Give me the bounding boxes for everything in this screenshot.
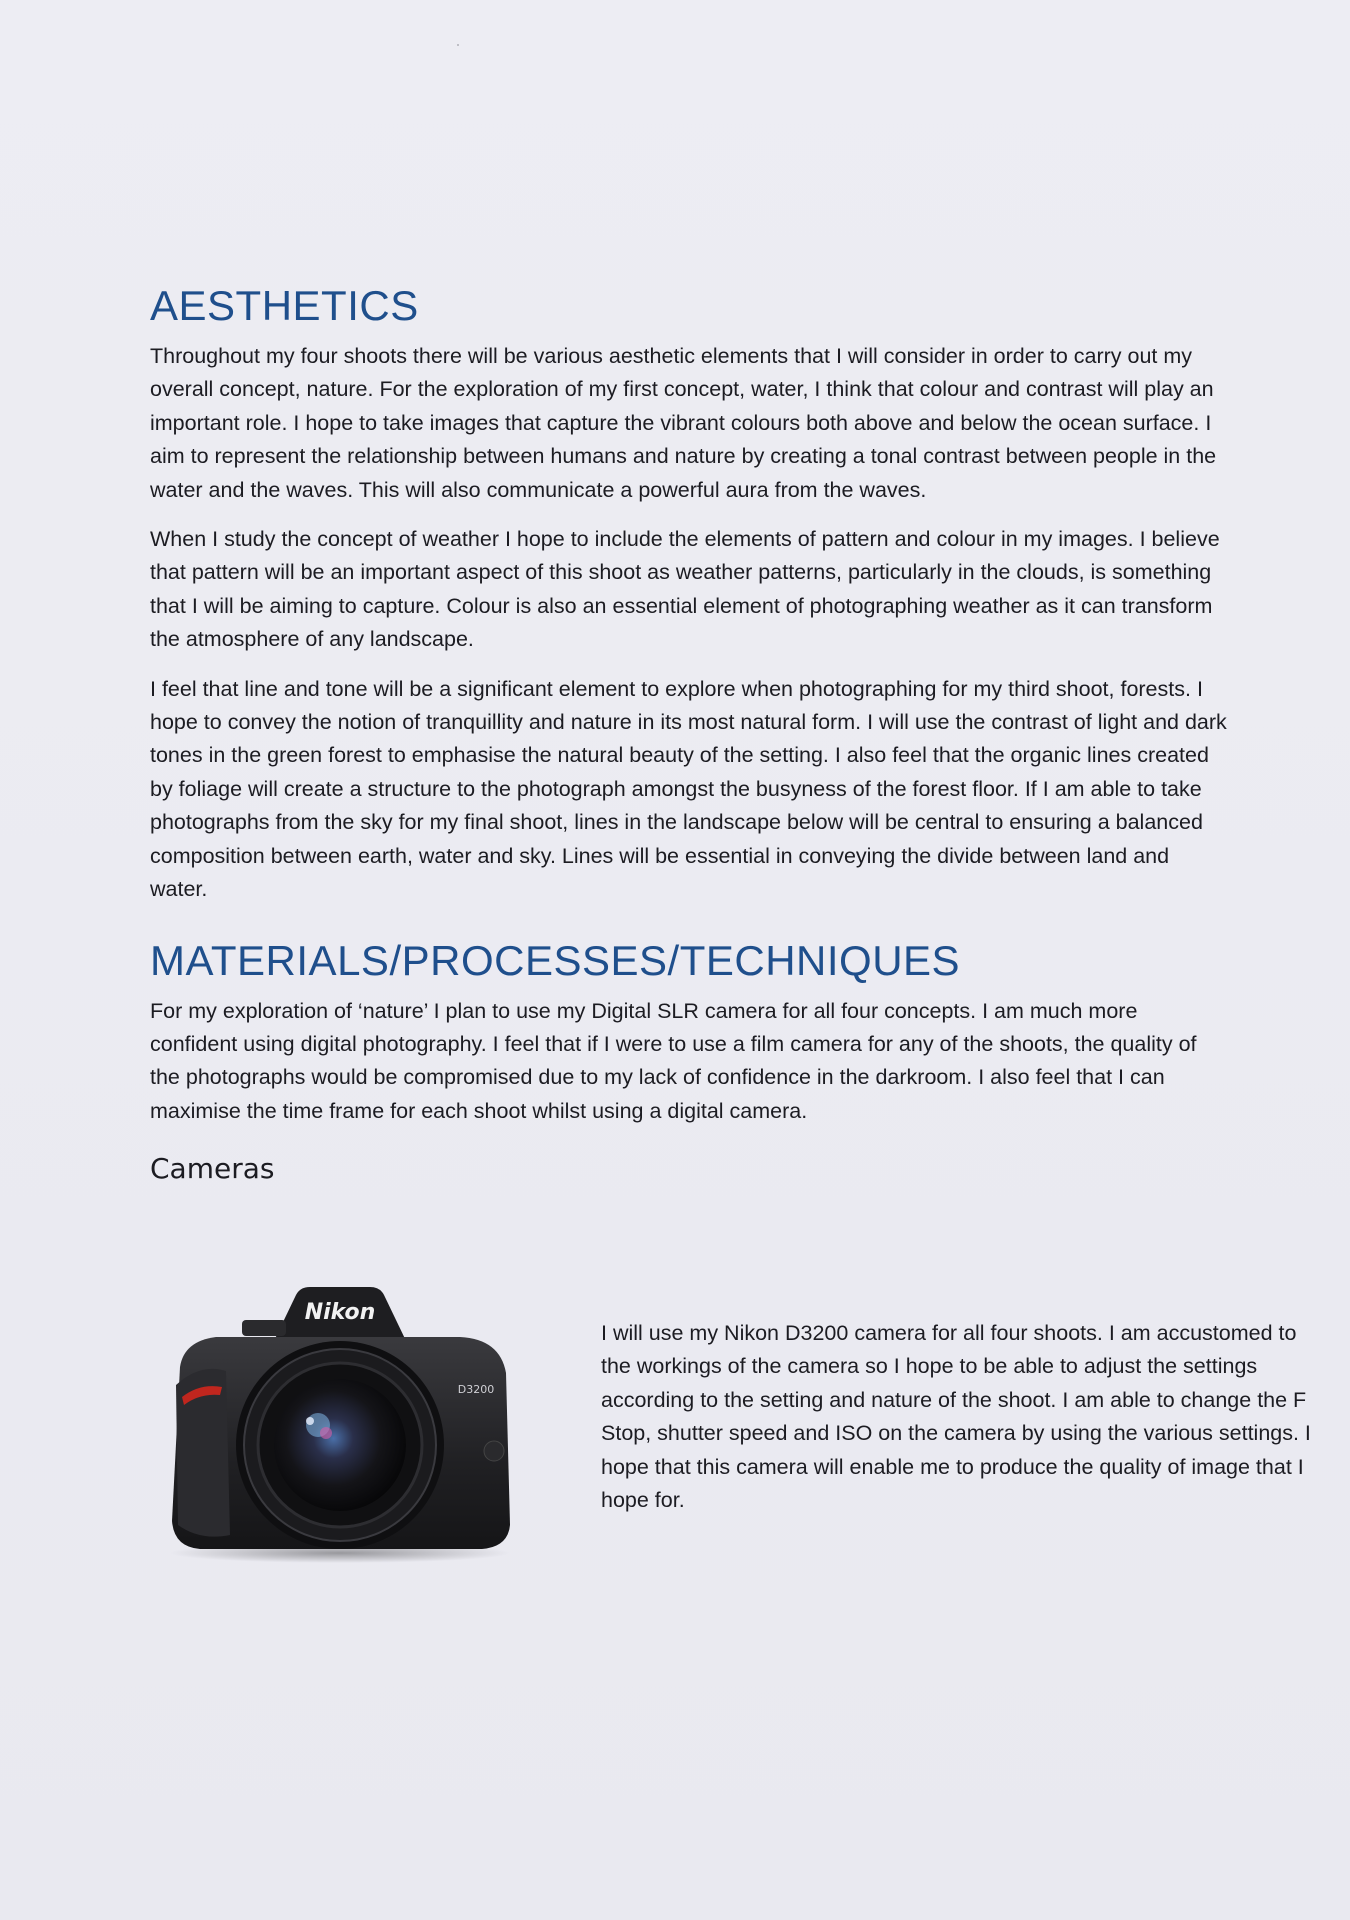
camera-brand-label: Nikon: [304, 1300, 376, 1325]
nikon-camera-icon: [160, 1275, 520, 1565]
scan-speck: [457, 44, 459, 46]
aesthetics-paragraph-2: When I study the concept of weather I hope to include the elements of pattern and colour in my images. I believe that pattern will be an important aspect of this shoot as weather patterns, particularly in the clouds, is something that I will be aiming to capture. Colour is also an essential element of photographing weather as it can transform the atmosphere of any landscape.: [150, 527, 1220, 652]
materials-paragraph-1: For my exploration of ‘nature’ I plan to use my Digital SLR camera for all four concepts. I am much more confident using digital photography. I feel that if I were to use a film camera for any of the shoots, the quality of the photographs would be compromised due to my lack of confidence in the darkroom. I also feel that I can maximise the time frame for each shoot whilst using a digital camera.: [150, 998, 1197, 1123]
cameras-subheading: Cameras: [150, 1152, 275, 1186]
materials-heading: MATERIALS/PROCESSES/TECHNIQUES: [150, 936, 961, 984]
aesthetics-paragraph-3: I feel that line and tone will be a significant element to explore when photographing for my third shoot, forests. I hope to convey the notion of tranquillity and nature in its most natural form. I will use the contrast of light and dark tones in the green forest to emphasise the natural beauty of the setting. I also feel that the organic lines created by foliage will create a structure to the photograph amongst the busyness of the forest floor. If I am able to take photographs from the sky for my final shoot, lines in the landscape below will be central to ensuring a balanced composition between earth, water and sky. Lines will be essential in conveying the divide between land and water.: [150, 676, 1227, 902]
aesthetics-heading: AESTHETICS: [150, 282, 419, 329]
camera-photo: [160, 1275, 520, 1565]
camera-caption: I will use my Nikon D3200 camera for all four shoots. I am accustomed to the workings of the camera so I hope to be able to adjust the settings according to the setting and nature of the shoot. I am able to change the F Stop, shutter speed and ISO on the camera by using the various settings. I hope that this camera will enable me to produce the quality of image that I hope for.: [601, 1321, 1311, 1513]
aesthetics-paragraph-1: Throughout my four shoots there will be various aesthetic elements that I will consider in order to carry out my overall concept, nature. For the exploration of my first concept, water, I think that colour and contrast will play an important role. I hope to take images that capture the vibrant colours both above and below the ocean surface. I aim to represent the relationship between humans and nature by creating a tonal contrast between people in the water and the waves. This will also communicate a powerful aura from the waves.: [150, 344, 1217, 502]
document-content: [150, 278, 1230, 1185]
camera-model-label: D3200: [457, 1383, 495, 1396]
